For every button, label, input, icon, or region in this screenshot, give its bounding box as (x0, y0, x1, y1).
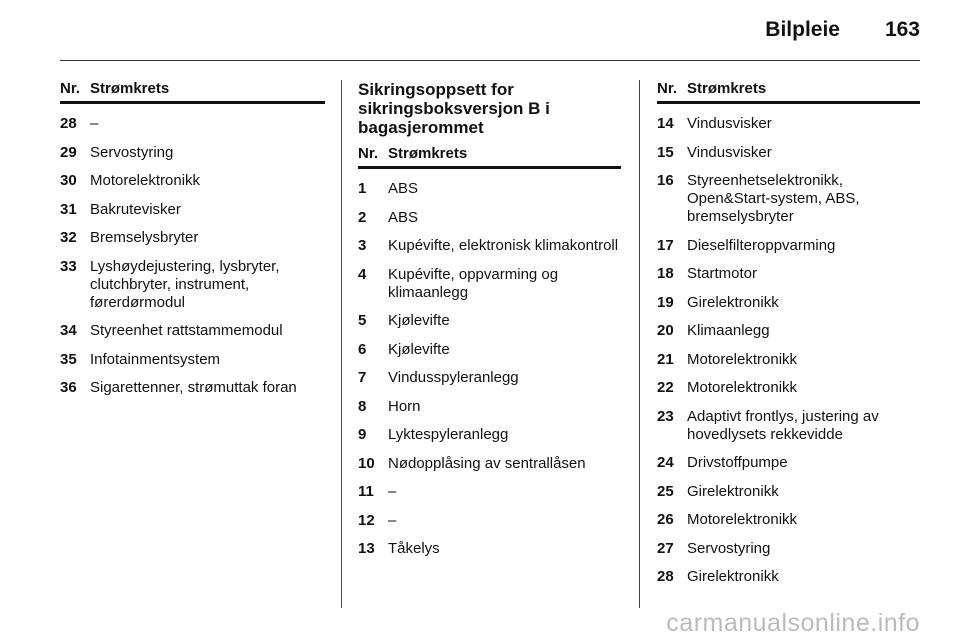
circuit-name: Kjølevifte (388, 340, 450, 358)
circuit-name: Nødopplåsing av sentrallåsen (388, 454, 586, 472)
fuse-number: 3 (358, 237, 367, 254)
fuse-number: 4 (358, 265, 367, 283)
table-header (60, 80, 325, 104)
header-nr: Nr. (60, 80, 81, 97)
circuit-name: Lyshøydejustering, lysbryter, clutchbryter, instrument, førerdørmodul (90, 257, 280, 311)
fuse-number: 19 (657, 293, 674, 311)
table-row (358, 540, 621, 558)
fuse-number: 22 (657, 379, 674, 396)
circuit-name: Lyktespyleranlegg (388, 426, 509, 443)
fuse-number: 35 (60, 350, 77, 368)
page-header (60, 0, 920, 61)
table-row (358, 209, 621, 227)
circuit-name: Dieselfilteroppvarming (687, 236, 836, 254)
table-row (60, 172, 325, 190)
table-row (657, 511, 920, 529)
column-divider (639, 80, 640, 608)
table-row (657, 294, 920, 312)
page-title: Bilpleie (765, 18, 840, 41)
fuse-number: 20 (657, 322, 674, 339)
column-divider (341, 80, 342, 608)
table-row (358, 483, 621, 501)
circuit-name: Girelektronikk (687, 568, 779, 585)
circuit-name: Bremselysbryter (90, 229, 199, 246)
table-row (358, 398, 621, 416)
table-row (60, 322, 325, 340)
table-row (358, 512, 621, 530)
table-row (657, 540, 920, 558)
circuit-name: Klimaanlegg (687, 322, 770, 339)
fuse-number: 23 (657, 407, 674, 425)
table-row (358, 180, 621, 198)
header-nr: Nr. (657, 80, 678, 97)
table-row (60, 229, 325, 247)
fuse-number: 34 (60, 322, 77, 339)
fuse-table-column-1 (60, 80, 325, 408)
circuit-name: Girelektronikk (687, 482, 779, 500)
fuse-number: 14 (657, 115, 674, 132)
circuit-name: Vindusvisker (687, 115, 772, 132)
table-row (358, 426, 621, 444)
fuse-number: 15 (657, 143, 674, 161)
circuit-name: Motorelektronikk (687, 350, 798, 368)
table-row (60, 379, 325, 397)
circuit-name: Motorelektronikk (90, 172, 201, 189)
circuit-name: Vindusvisker (687, 143, 772, 161)
circuit-name: – (90, 115, 99, 132)
fuse-number: 7 (358, 369, 367, 386)
table-row (358, 312, 621, 330)
header-circuit: Strømkrets (687, 80, 767, 97)
circuit-name: Infotainmentsystem (90, 350, 221, 368)
table-row (657, 351, 920, 369)
circuit-name: Bakrutevisker (90, 200, 181, 218)
table-row (657, 144, 920, 162)
table-row (657, 115, 920, 133)
circuit-name: Drivstoffpumpe (687, 454, 788, 471)
circuit-name: Motorelektronikk (687, 511, 798, 528)
fuse-number: 32 (60, 229, 77, 246)
fuse-number: 24 (657, 454, 674, 471)
fuse-number: 11 (358, 483, 374, 500)
fuse-number: 21 (657, 350, 674, 368)
circuit-name: Styreenhetselektronikk, Open&Start-system, ABS, bremselysbryter (687, 172, 860, 225)
fuse-number: 25 (657, 482, 674, 500)
circuit-name: Startmotor (687, 265, 758, 282)
circuit-name: Horn (388, 397, 421, 415)
circuit-name: Kupévifte, elektronisk klimakontroll (388, 237, 619, 254)
table-row (60, 258, 325, 312)
watermark: carmanualsonline.info (666, 609, 920, 637)
table-rows (657, 115, 920, 586)
circuit-name: Motorelektronikk (687, 379, 798, 396)
fuse-number: 28 (657, 568, 674, 585)
fuse-number: 2 (358, 208, 367, 226)
table-row (358, 237, 621, 255)
fuse-number: 17 (657, 236, 674, 254)
header-circuit: Strømkrets (388, 145, 468, 162)
fuse-number: 6 (358, 340, 367, 358)
fuse-number: 29 (60, 143, 77, 161)
fuse-number: 26 (657, 511, 674, 528)
circuit-name: ABS (388, 180, 419, 197)
fuse-number: 5 (358, 312, 367, 329)
fuse-number: 30 (60, 172, 77, 189)
fuse-table-column-2 (358, 80, 621, 569)
table-row (358, 455, 621, 473)
table-row (358, 369, 621, 387)
table-row (657, 172, 920, 226)
table-row (60, 144, 325, 162)
fuse-number: 10 (358, 454, 375, 472)
fuse-number: 33 (60, 257, 77, 275)
fuse-number: 12 (358, 511, 375, 529)
header-circuit: Strømkrets (90, 80, 170, 97)
fuse-number: 31 (60, 200, 77, 218)
table-row (657, 408, 920, 444)
table-row (60, 351, 325, 369)
table-row (657, 265, 920, 283)
table-row (657, 483, 920, 501)
fuse-number: 28 (60, 115, 77, 132)
table-row (60, 201, 325, 219)
table-header (358, 145, 621, 169)
circuit-name: Tåkelys (388, 540, 440, 557)
fuse-number: 16 (657, 172, 674, 189)
table-row (657, 237, 920, 255)
circuit-name: Kjølevifte (388, 312, 450, 329)
table-row (657, 454, 920, 472)
circuit-name: Vindusspyleranlegg (388, 369, 519, 386)
table-row (60, 115, 325, 133)
table-row (657, 379, 920, 397)
circuit-name: – (388, 511, 397, 529)
page-number: 163 (884, 18, 920, 41)
section-title: Sikringsoppsett for sikringsboksversjon B i bagasjerommet (358, 80, 550, 137)
circuit-name: Kupévifte, oppvarming og klimaanlegg (388, 265, 559, 301)
fuse-number: 9 (358, 426, 367, 443)
table-row (358, 341, 621, 359)
fuse-number: 8 (358, 397, 367, 415)
table-row (657, 568, 920, 586)
table-row (358, 266, 621, 302)
table-header (657, 80, 920, 104)
circuit-name: Styreenhet rattstammemodul (90, 322, 283, 339)
circuit-name: Girelektronikk (687, 293, 779, 311)
circuit-name: – (388, 483, 397, 500)
table-rows (60, 115, 325, 397)
fuse-number: 13 (358, 540, 375, 557)
circuit-name: Servostyring (687, 539, 771, 557)
circuit-name: Adaptivt frontlys, justering av hovedlysets rekkevidde (687, 407, 879, 443)
table-rows (358, 180, 621, 558)
circuit-name: Servostyring (90, 143, 174, 161)
fuse-number: 27 (657, 539, 674, 557)
circuit-name: Sigarettenner, strømuttak foran (90, 379, 297, 396)
header-nr: Nr. (358, 145, 379, 162)
fuse-number: 1 (358, 180, 367, 197)
fuse-number: 18 (657, 265, 674, 282)
circuit-name: ABS (388, 208, 419, 226)
fuse-number: 36 (60, 379, 77, 396)
table-row (657, 322, 920, 340)
fuse-table-column-3 (657, 80, 920, 597)
